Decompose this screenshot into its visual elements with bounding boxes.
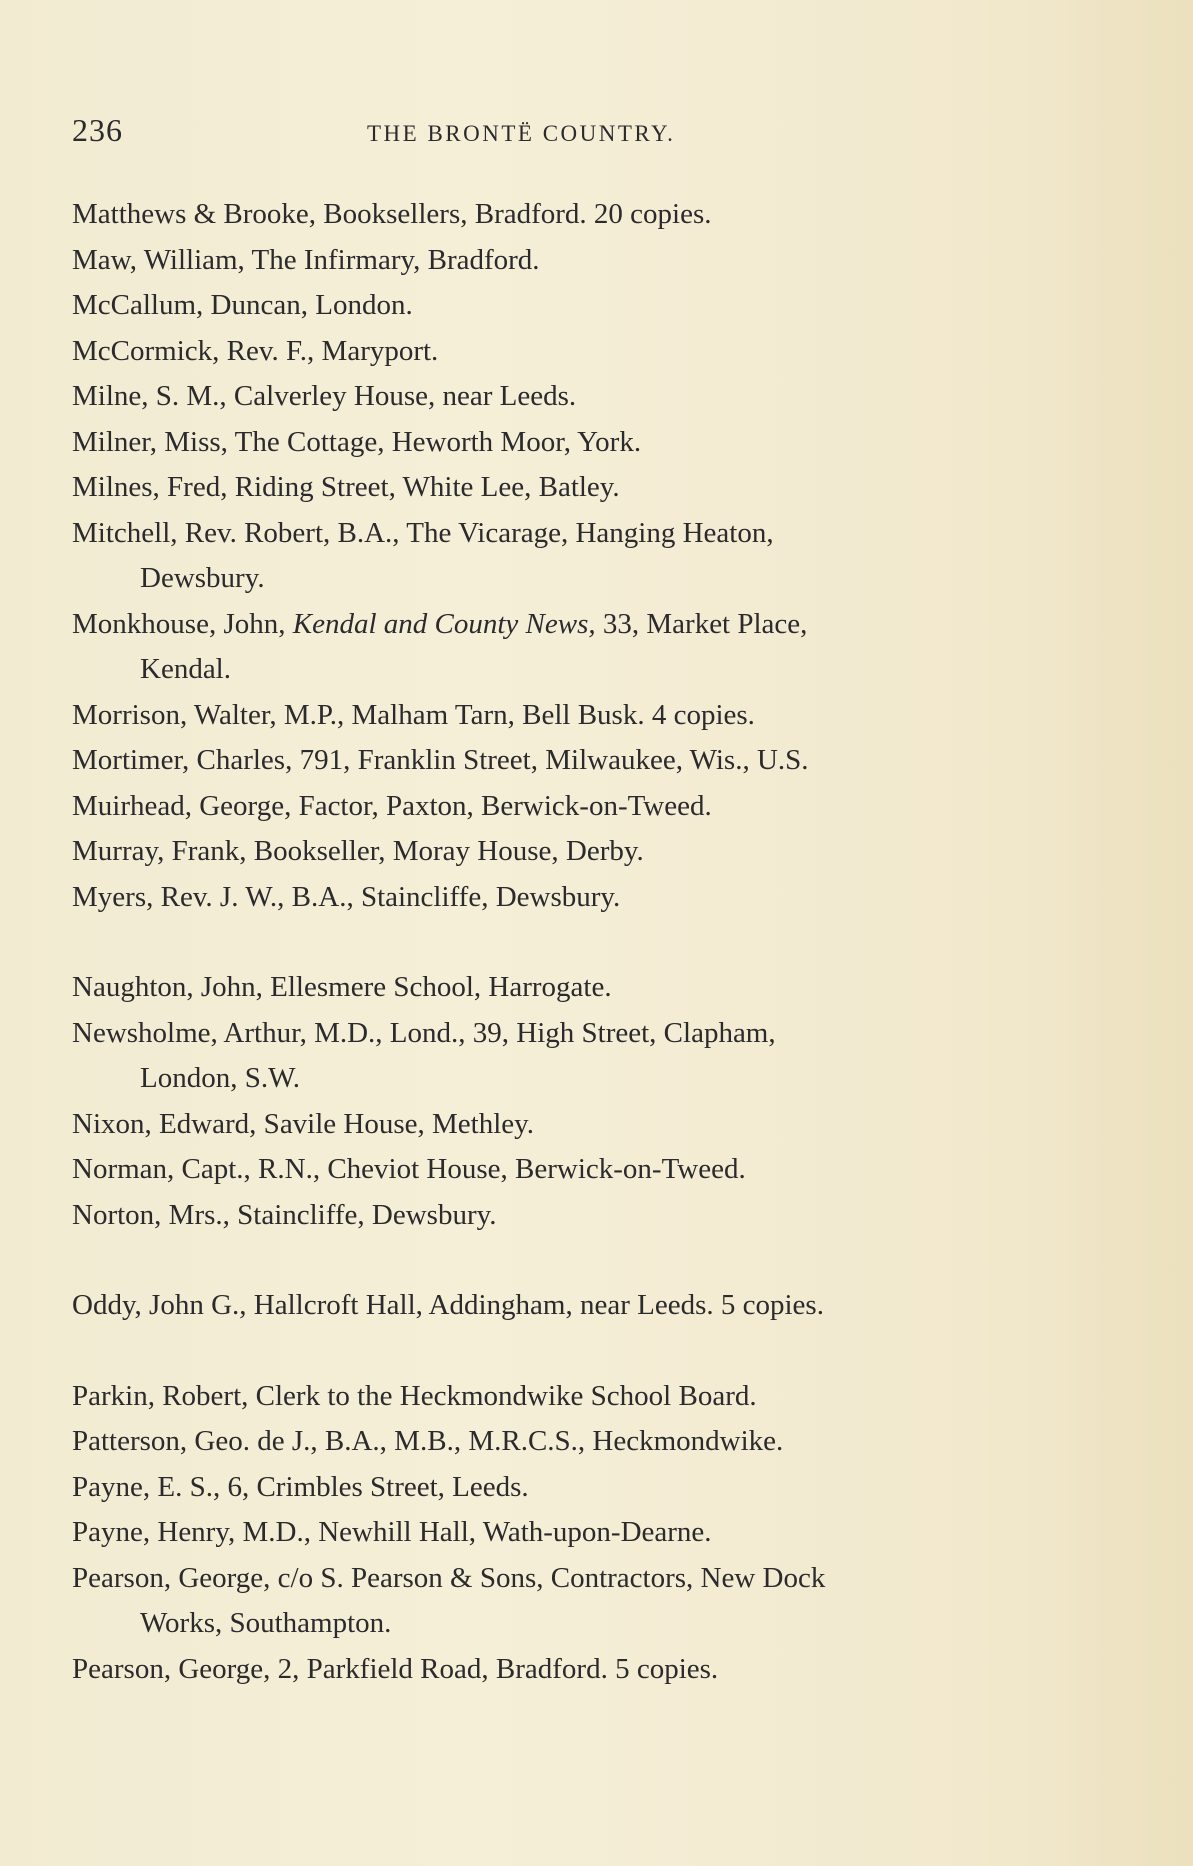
- list-item: Payne, E. S., 6, Crimbles Street, Leeds.: [72, 1470, 529, 1503]
- list-item: Naughton, John, Ellesmere School, Harrogate.: [72, 971, 612, 1003]
- section-gap: [72, 1329, 1072, 1374]
- list-item: Milnes, Fred, Riding Street, White Lee, Batley.: [72, 471, 620, 503]
- list-item: Oddy, John G., Hallcroft Hall, Addingham, near Leeds. 5 copies.: [72, 1289, 824, 1321]
- page-number: 236: [72, 112, 123, 148]
- entry-line-1: Pearson, George, c/o S. Pearson & Sons, Contractors, New Dock: [72, 1561, 826, 1594]
- running-title: THE BRONTË COUNTRY.: [367, 121, 676, 146]
- list-item: Norman, Capt., R.N., Cheviot House, Berwick-on-Tweed.: [72, 1153, 746, 1185]
- list-item: Matthews & Brooke, Booksellers, Bradford. 20 copies.: [72, 198, 712, 230]
- list-item: McCormick, Rev. F., Maryport.: [72, 334, 439, 367]
- entry-line-2: Dewsbury.: [140, 562, 265, 594]
- list-item: Pearson, George, 2, Parkfield Road, Bradford. 5 copies.: [72, 1652, 719, 1685]
- entry-text: 33, Market Place,: [595, 607, 808, 640]
- list-item: Norton, Mrs., Staincliffe, Dewsbury.: [72, 1198, 497, 1231]
- entry-line-2: London, S.W.: [140, 1062, 301, 1094]
- list-item: Morrison, Walter, M.P., Malham Tarn, Bell Busk. 4 copies.: [72, 698, 755, 731]
- list-item: [72, 602, 1072, 693]
- list-item: Milner, Miss, The Cottage, Heworth Moor, York.: [72, 425, 642, 458]
- list-item: [72, 1556, 1072, 1647]
- newspaper-title: Kendal and County News,: [292, 607, 596, 640]
- list-item: Mortimer, Charles, 791, Franklin Street, Milwaukee, Wis., U.S.: [72, 744, 809, 776]
- section-gap: [72, 920, 1072, 965]
- list-item: Maw, William, The Infirmary, Bradford.: [72, 243, 540, 276]
- list-item: Parkin, Robert, Clerk to the Heckmondwike School Board.: [72, 1379, 757, 1412]
- list-item: [72, 1011, 1072, 1102]
- list-item: Patterson, Geo. de J., B.A., M.B., M.R.C.S., Heckmondwike.: [72, 1425, 784, 1457]
- list-item: Murray, Frank, Bookseller, Moray House, Derby.: [72, 835, 644, 867]
- list-item: Milne, S. M., Calverley House, near Leeds.: [72, 380, 577, 412]
- entry-line-1: Newsholme, Arthur, M.D., Lond., 39, High Street, Clapham,: [72, 1016, 776, 1049]
- entry-line-1: Mitchell, Rev. Robert, B.A., The Vicarage, Hanging Heaton,: [72, 516, 774, 549]
- list-item: [72, 511, 1072, 602]
- running-head: [72, 112, 1072, 152]
- entry-line-2: Kendal.: [140, 653, 231, 685]
- entry-line-2: Works, Southampton.: [140, 1607, 392, 1639]
- entry-text: Monkhouse, John,: [72, 607, 293, 640]
- section-gap: [72, 1238, 1072, 1283]
- list-item: Muirhead, George, Factor, Paxton, Berwick-on-Tweed.: [72, 789, 712, 822]
- subscriber-list: [72, 192, 1072, 1692]
- list-item: Nixon, Edward, Savile House, Methley.: [72, 1107, 535, 1140]
- list-item: McCallum, Duncan, London.: [72, 289, 413, 321]
- list-item: Myers, Rev. J. W., B.A., Staincliffe, Dewsbury.: [72, 880, 621, 913]
- list-item: Payne, Henry, M.D., Newhill Hall, Wath-upon-Dearne.: [72, 1516, 712, 1548]
